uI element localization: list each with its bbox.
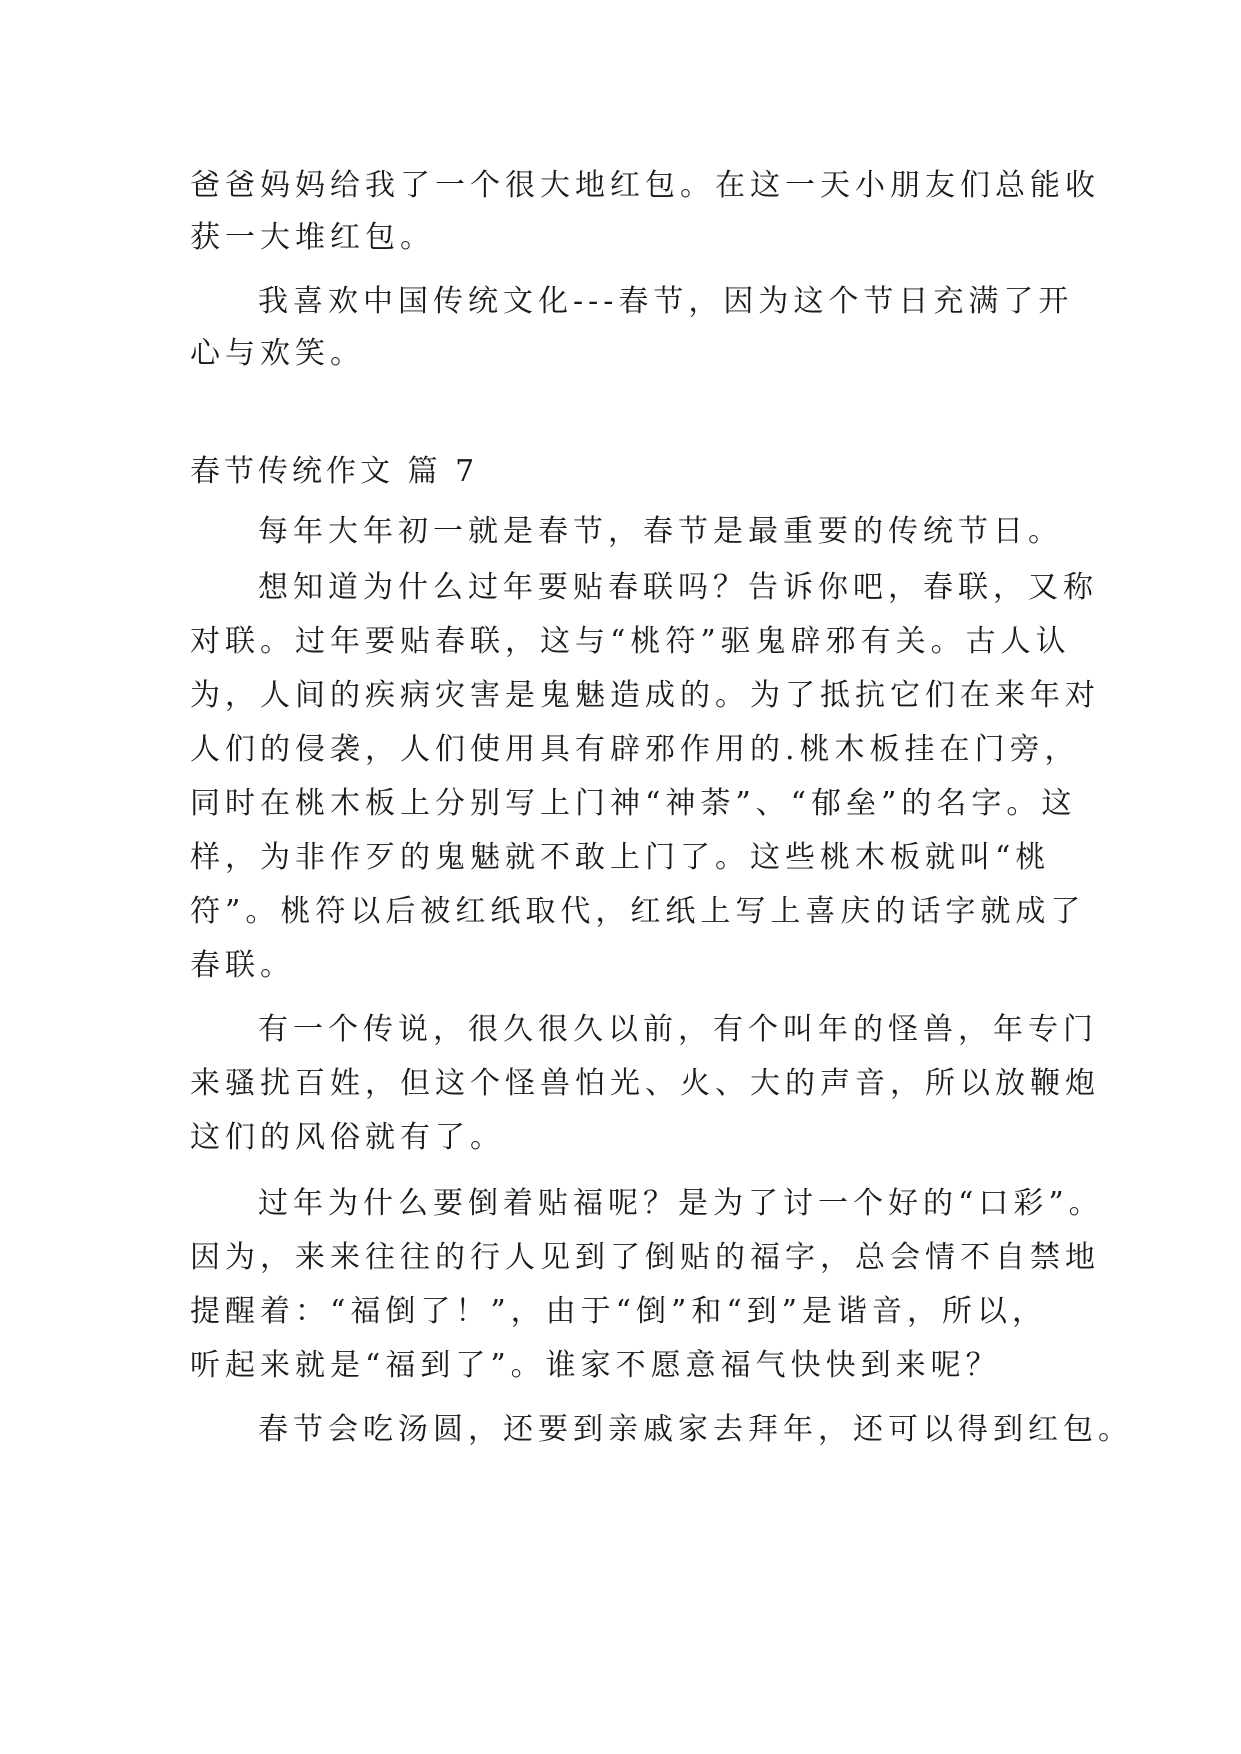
paragraph-line: 来骚扰百姓，但这个怪兽怕光、火、大的声音，所以放鞭炮	[190, 1066, 1100, 1101]
paragraph-line: 同时在桃木板上分别写上门神“神荼”、“郁垒”的名字。这	[190, 786, 1077, 821]
paragraph-line: 每年大年初一就是春节，春节是最重要的传统节日。	[258, 514, 1063, 549]
paragraph-line: 心与欢笑。	[190, 336, 365, 371]
paragraph-line: 样，为非作歹的鬼魅就不敢上门了。这些桃木板就叫“桃	[190, 840, 1051, 875]
paragraph-line: 因为，来来往往的行人见到了倒贴的福字，总会情不自禁地	[190, 1240, 1100, 1275]
paragraph-line: 获一大堆红包。	[190, 220, 435, 255]
paragraph-line: 为，人间的疾病灾害是鬼魅造成的。为了抵抗它们在来年对	[190, 678, 1100, 713]
paragraph-line: 符”。桃符以后被红纸取代，红纸上写上喜庆的话字就成了	[190, 894, 1086, 929]
paragraph-line: 过年为什么要倒着贴福呢？是为了讨一个好的“口彩”。	[258, 1186, 1104, 1221]
paragraph-line: 想知道为什么过年要贴春联吗？告诉你吧，春联，又称	[258, 570, 1098, 605]
paragraph-line: 这们的风俗就有了。	[190, 1120, 505, 1155]
paragraph-line: 人们的侵袭，人们使用具有辟邪作用的.桃木板挂在门旁，	[190, 732, 1080, 767]
paragraph-line: 对联。过年要贴春联，这与“桃符”驱鬼辟邪有关。古人认	[190, 624, 1071, 659]
paragraph-line: 春联。	[190, 948, 295, 983]
paragraph-line: 提醒着：“福倒了！”，由于“倒”和“到”是谐音，所以，	[190, 1294, 1048, 1329]
section-heading: 春节传统作文 篇 7	[190, 454, 479, 489]
paragraph-line: 春节会吃汤圆，还要到亲戚家去拜年，还可以得到红包。	[258, 1412, 1133, 1447]
paragraph-line: 有一个传说，很久很久以前，有个叫年的怪兽，年专门	[258, 1012, 1098, 1047]
paragraph-line: 我喜欢中国传统文化---春节，因为这个节日充满了开	[258, 284, 1074, 319]
paragraph-line: 听起来就是“福到了”。谁家不愿意福气快快到来呢？	[190, 1348, 1001, 1383]
paragraph-line: 爸爸妈妈给我了一个很大地红包。在这一天小朋友们总能收	[190, 168, 1100, 203]
